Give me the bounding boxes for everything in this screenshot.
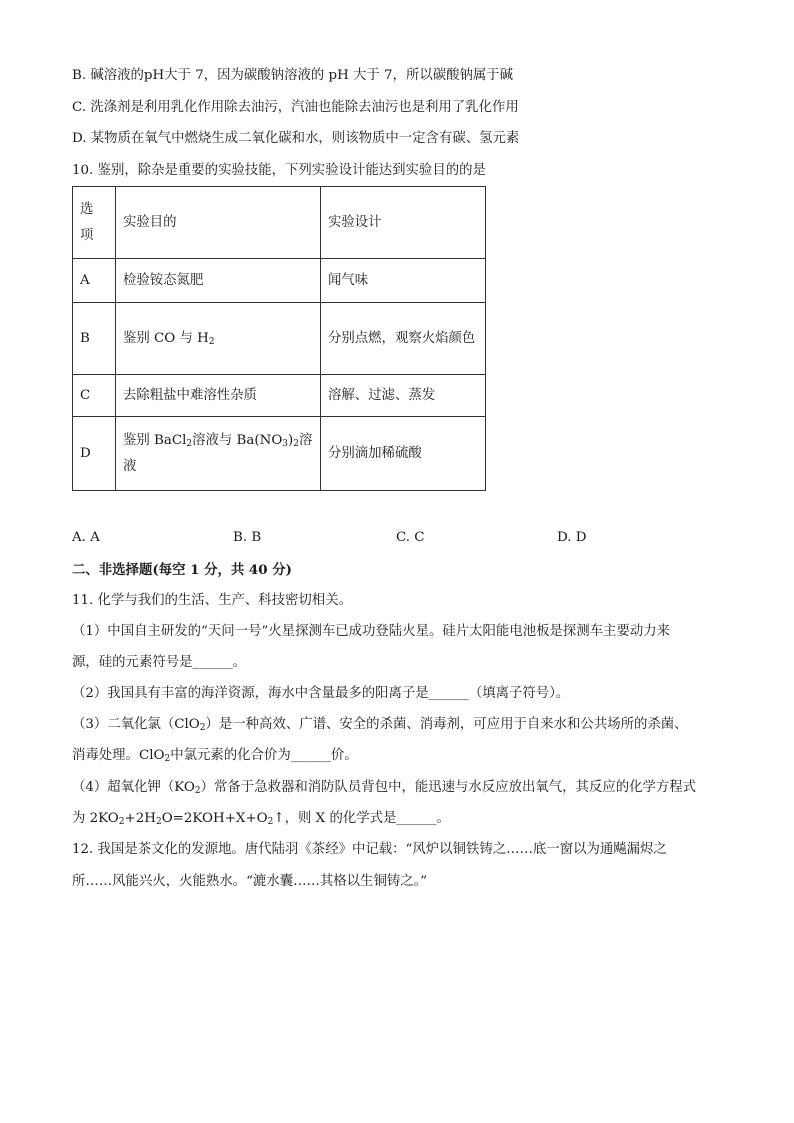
row-option: B: [73, 303, 116, 375]
q9-option-d: D. 某物质在氧气中燃烧生成二氧化碳和水，则该物质中一定含有碳、氢元素: [72, 131, 520, 146]
q10-choice-a: A. A: [72, 530, 100, 545]
table-row: [73, 303, 486, 375]
text: ↑，则 X 的化学式是______。: [273, 811, 450, 826]
q9-option-b: B. 碱溶液的pH大于 7，因为碳酸钠溶液的 pH 大于 7，所以碳酸钠属于碱: [72, 68, 514, 83]
row-design: 闻气味: [321, 259, 486, 303]
subscript: 2: [155, 817, 162, 827]
q10-choice-c: C. C: [396, 530, 425, 545]
q11-part4-line1: [72, 778, 696, 798]
table-row: [73, 375, 486, 417]
section-title: 二、非选择题(每空 1 分，共 40 分): [72, 562, 292, 578]
text: ）常备于急救器和消防队员背包中，能迅速与水反应放出氧气，其反应的化学方程式: [200, 780, 697, 795]
text: O=2KOH+X+O: [161, 811, 268, 826]
q11-part1-line2: 源，硅的元素符号是______。: [72, 655, 247, 670]
purpose-text: ): [288, 432, 294, 448]
row-design: 分别点燃，观察火焰颜色: [321, 303, 486, 375]
purpose-text: 鉴别 CO 与 H: [123, 330, 209, 346]
row-purpose: [116, 303, 321, 375]
q11-part1-line1: （1）中国自主研发的“天问一号”火星探测车已成功登陆火星。硅片太阳能电池板是探测车主要动力来: [72, 624, 671, 639]
row-design: 分别滴加稀硫酸: [321, 417, 486, 491]
q10-choice-d: D. D: [557, 530, 587, 545]
subscript: 2: [267, 817, 274, 827]
purpose-text: 溶液与 Ba(NO: [192, 432, 283, 448]
q10-table: [72, 186, 486, 491]
q11-part3-line2: [72, 746, 358, 766]
row-purpose: 检验铵态氮肥: [116, 259, 321, 303]
purpose-text: 溶液: [123, 432, 313, 474]
text: （3）二氧化氯（ClO: [72, 717, 200, 732]
row-option: C: [73, 375, 116, 417]
text: 中氯元素的化合价为______价。: [170, 748, 358, 763]
text: 消毒处理。ClO: [72, 748, 165, 763]
q11-part2: （2）我国具有丰富的海洋资源，海水中含量最多的阳离子是______（填离子符号）。: [72, 686, 570, 701]
q12-line1: 12. 我国是茶文化的发源地。唐代陆羽《茶经》中记载：“风炉以铜铁铸之……底一窗以为通飚漏烬之: [72, 842, 667, 857]
header-purpose: 实验目的: [116, 187, 321, 259]
q12-line2: 所……风能兴火，火能熟水。“漉水囊……其格以生铜铸之。”: [72, 874, 428, 889]
header-option: 选 项: [73, 187, 116, 259]
row-design: 溶解、过滤、蒸发: [321, 375, 486, 417]
q10-stem: 10. 鉴别，除杂是重要的实验技能，下列实验设计能达到实验目的的是: [72, 163, 486, 178]
row-purpose: 去除粗盐中难溶性杂质: [116, 375, 321, 417]
subscript: 2: [164, 754, 171, 764]
header-design: 实验设计: [321, 187, 486, 259]
subscript: 2: [118, 817, 125, 827]
table-row: [73, 259, 486, 303]
text: 为 2KO: [72, 811, 119, 826]
row-purpose: [116, 417, 321, 491]
q11-part3-line1: [72, 715, 688, 735]
q11-stem: 11. 化学与我们的生活、生产、科技密切相关。: [72, 593, 352, 608]
table-row: [73, 417, 486, 491]
subscript: 2: [199, 723, 206, 733]
q11-part4-equation: [72, 809, 450, 829]
table-header-row: [73, 187, 486, 259]
text: （4）超氧化钾（KO: [72, 780, 195, 795]
subscript: 2: [194, 786, 201, 796]
text: ）是一种高效、广谱、安全的杀菌、消毒剂，可应用于自来水和公共场所的杀菌、: [205, 717, 688, 732]
row-option: A: [73, 259, 116, 303]
subscript: 2: [186, 438, 193, 449]
subscript: 2: [293, 438, 299, 449]
subscript: 2: [208, 336, 215, 347]
q9-option-c: C. 洗涤剂是利用乳化作用除去油污，汽油也能除去油污也是利用了乳化作用: [72, 100, 519, 115]
purpose-text: 鉴别 BaCl: [123, 432, 187, 448]
text: +2H: [124, 811, 156, 826]
row-option: D: [73, 417, 116, 491]
q10-choice-b: B. B: [233, 530, 262, 545]
subscript: 3: [282, 438, 289, 449]
